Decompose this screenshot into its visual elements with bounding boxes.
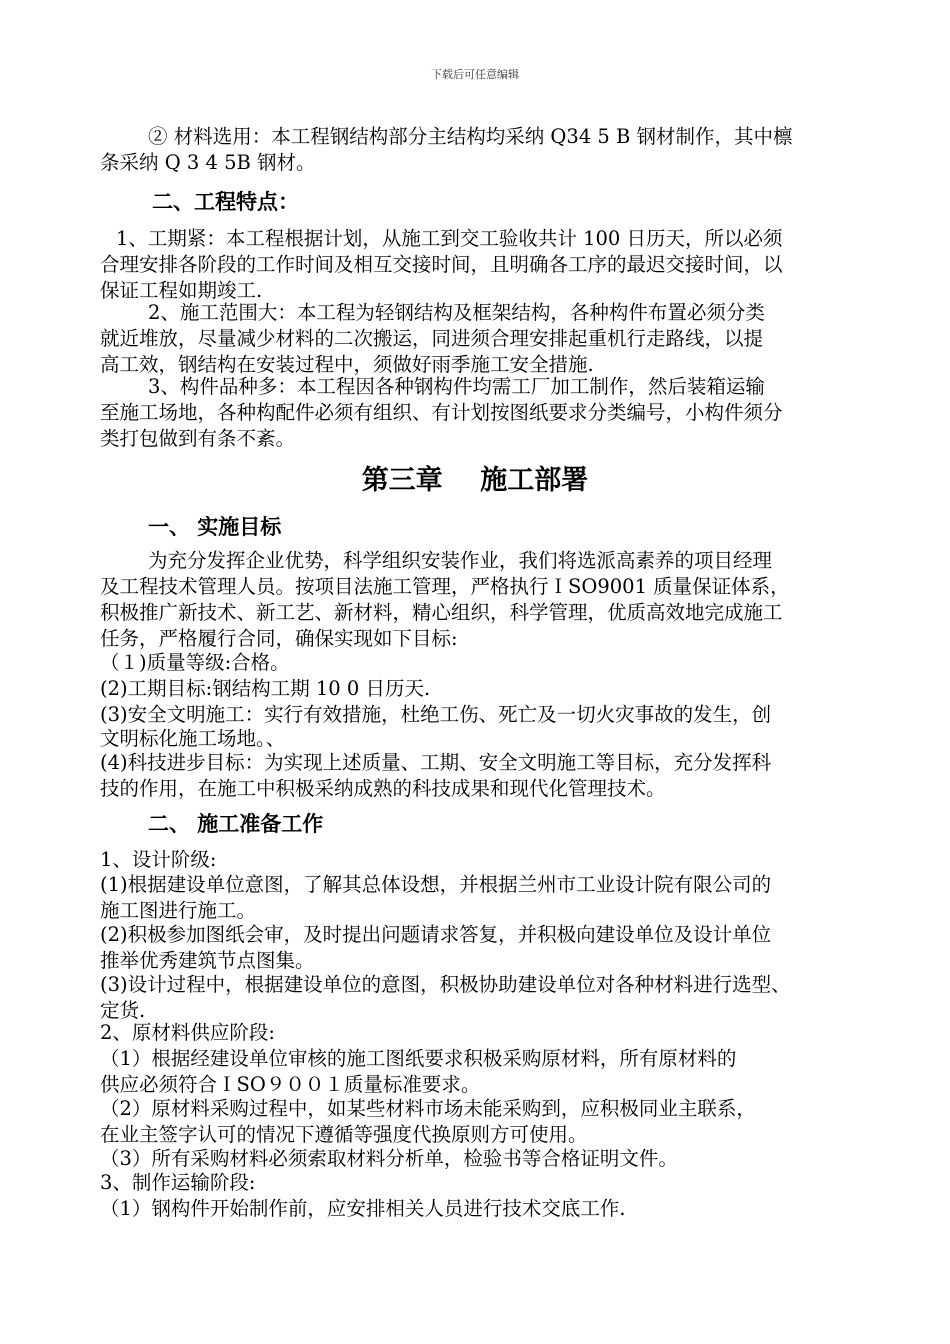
prep-line-3: 施工图进行施工。	[100, 899, 257, 922]
goals-line-2: 及工程技术管理人员。按项目法施工管理，严格执行ＩSO9001 质量保证体系，	[100, 575, 790, 598]
goals-line-5: （１)质量等级:合格。	[100, 651, 290, 674]
goals-line-4: 任务，严格履行合同，确保实现如下目标:	[100, 627, 458, 650]
intro-line-1: ② 材料选用：本工程钢结构部分主结构均采纳 Q34 5 B 钢材制作，其中檩	[148, 125, 793, 148]
section-heading-goals: 一、 实施目标	[148, 514, 282, 539]
features-line-6: 高工效，钢结构在安装过程中，须做好雨季施工安全措施.	[100, 353, 594, 376]
features-line-2: 合理安排各阶段的工作时间及相互交接时间，且明确各工序的最迟交接时间，以	[100, 253, 783, 276]
prep-line-12: 在业主签字认可的情况下遵循等强度代换原则方可使用。	[100, 1123, 588, 1146]
prep-line-5: 推举优秀建筑节点图集。	[100, 949, 315, 972]
goals-line-9: (4)科技进步目标：为实现上述质量、工期、安全文明施工等目标，充分发挥科	[100, 751, 772, 774]
features-line-5: 就近堆放，尽量减少材料的二次搬运，同进须合理安排起重机行走路线，以提	[100, 327, 764, 350]
prep-line-13: （3）所有采购材料必须索取材料分析单，检验书等合格证明文件。	[100, 1147, 678, 1170]
features-line-3: 保证工程如期竣工.	[100, 279, 263, 302]
page-header: 下载后可任意编辑	[431, 68, 519, 81]
prep-line-9: （1）根据经建设单位审核的施工图纸要求积极采购原材料，所有原材料的	[100, 1047, 737, 1070]
prep-line-7: 定货.	[100, 999, 146, 1022]
prep-line-1: 1、设计阶级:	[100, 848, 217, 871]
prep-line-10: 供应必须符合ＩSO９００１质量标准要求。	[100, 1073, 481, 1096]
goals-line-7: (3)安全文明施工：实行有效措施，杜绝工伤、死亡及一切火灾事故的发生，创	[100, 703, 772, 726]
prep-line-15: （1）钢构件开始制作前，应安排相关人员进行技术交底工作.	[100, 1197, 626, 1220]
section-heading-preparation: 二、 施工准备工作	[148, 811, 324, 836]
prep-line-11: （2）原材料采购过程中，如某些材料市场未能采购到，应积极同业主联系，	[100, 1097, 756, 1120]
features-line-4: 2、施工范围大：本工程为轻钢结构及框架结构，各种构件布置必须分类	[148, 301, 765, 324]
prep-line-6: (3)设计过程中，根据建设单位的意图，积极协助建设单位对各种材料进行选型、	[100, 973, 791, 996]
goals-line-1: 为充分发挥企业优势，科学组织安装作业，我们将选派高素养的项目经理	[148, 549, 773, 572]
features-line-9: 类打包做到有条不紊。	[100, 427, 296, 450]
goals-line-8: 文明标化施工场地。、	[100, 727, 286, 750]
prep-line-8: 2、原材料供应阶段:	[100, 1021, 275, 1044]
goals-line-3: 积极推广新技术、新工艺、新材料，精心组织，科学管理，优质高效地完成施工	[100, 601, 783, 624]
features-line-1: 1、工期紧：本工程根据计划，从施工到交工验收共计 100 日历天，所以必须	[116, 227, 783, 250]
intro-line-2: 条采纳 Q 3 4 5B 钢材。	[100, 151, 316, 174]
prep-line-2: (1)根据建设单位意图，了解其总体设想，并根据兰州市工业设计院有限公司的	[100, 873, 772, 896]
prep-line-4: (2)积极参加图纸会审，及时提出问题请求答复，并积极向建设单位及设计单位	[100, 923, 772, 946]
features-line-7: 3、构件品种多：本工程因各种钢构件均需工厂加工制作，然后装箱运输	[148, 375, 765, 398]
goals-line-6: (2)工期目标:钢结构工期 10 0 日历天.	[100, 677, 431, 700]
prep-line-14: 3、制作运输阶段:	[100, 1171, 256, 1194]
section-heading-features: 二、工程特点：	[152, 189, 299, 214]
goals-line-10: 技的作用，在施工中积极采纳成熟的科技成果和现代化管理技术。	[100, 777, 666, 800]
chapter-title: 第三章 施工部署	[361, 465, 589, 496]
features-line-8: 至施工场地，各种构配件必须有组织、有计划按图纸要求分类编号，小构件须分	[100, 401, 783, 424]
